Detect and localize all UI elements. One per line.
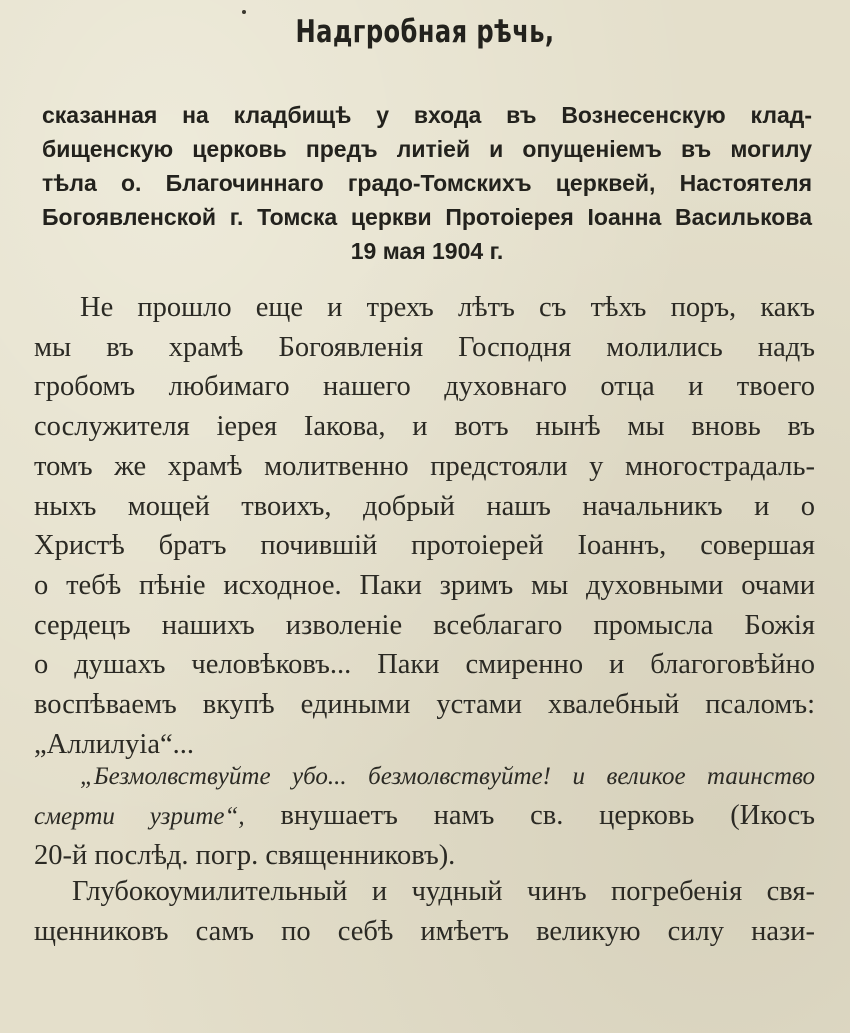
text-line: гробомъ любимаго нашего духовнаго отца и твоего — [34, 371, 815, 403]
text-line: Не прошло еще и трехъ лѣтъ съ тѣхъ поръ, какъ — [80, 292, 815, 323]
text-line: мы въ храмѣ Богоявленiя Господня молились надъ — [34, 331, 815, 363]
text-line: воспѣваемъ вкупѣ едиными устами хвалебный псаломъ: — [34, 689, 815, 721]
subtitle-line: сказанная на кладбищѣ у входа въ Вознесенскую клад- — [42, 102, 812, 128]
paragraph-1 — [34, 288, 815, 764]
subtitle-date: 19 мая 1904 г. — [350, 238, 504, 264]
text-line: Глубокоумилительный и чудный чинъ погребенiя свя- — [72, 876, 815, 907]
text-line: сослужителя iерея Iакова, и вотъ нынѣ мы вновь въ — [34, 411, 815, 443]
subtitle-line: тѣла о. Благочиннаго градо-Томскихъ церквей, Настоятеля — [42, 170, 812, 196]
text-line: Христѣ братъ почившiй протоiерей Iоаннъ, совершая — [34, 530, 815, 562]
text-line: о тебѣ пѣнiе исходное. Паки зримъ мы духовными очами — [34, 569, 815, 601]
text-line: сердецъ нашихъ изволенiе всеблагаго промысла Божiя — [34, 609, 815, 641]
text-line: „Аллилуiа“... — [34, 728, 194, 760]
quote-line — [34, 796, 815, 836]
italic-quote: смерти узрите“, — [34, 803, 245, 830]
subtitle-line: бищенскую церковь предъ литiей и опущенiемъ въ могилу — [42, 136, 812, 162]
paragraph-2 — [34, 872, 815, 951]
subtitle — [42, 98, 812, 268]
text-line: томъ же храмѣ молитвенно предстояли у многострадаль- — [34, 450, 815, 482]
quote-line: 20-й послѣд. погр. священниковъ). — [34, 840, 456, 871]
italic-quote: „Безмолвствуйте убо... безмолвствуйте! и великое таинство — [80, 763, 815, 790]
text-line: щенниковъ самъ по себѣ имѣетъ великую силу нази- — [34, 915, 815, 947]
subtitle-line: Богоявленской г. Томска церкви Протоiерея Iоанна Василькова — [42, 204, 812, 230]
quote-text: внушаетъ намъ св. церковь (Икосъ — [280, 800, 816, 831]
quote-paragraph — [34, 756, 815, 875]
quote-line — [34, 756, 815, 796]
text-line: ныхъ мощей твоихъ, добрый нашъ начальникъ и о — [34, 490, 815, 522]
text-line: о душахъ человѣковъ... Паки смиренно и благоговѣйно — [34, 649, 815, 681]
page-title: Надгробная рѣчь, — [295, 14, 555, 50]
